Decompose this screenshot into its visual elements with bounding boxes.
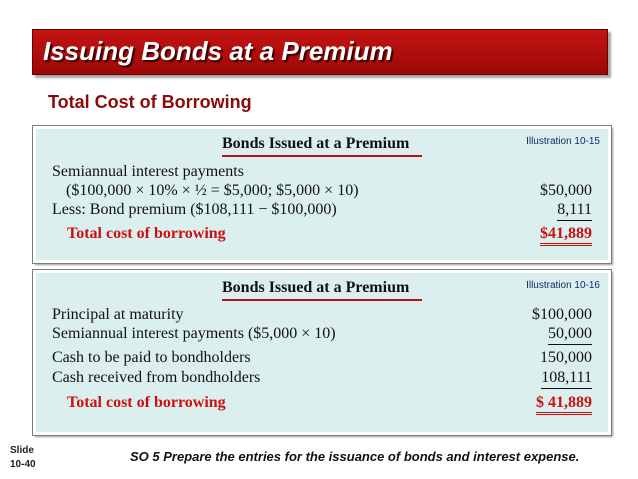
row-amount: 50,000 xyxy=(548,325,592,345)
total-label: Total cost of borrowing xyxy=(67,394,226,411)
heading-rule xyxy=(222,155,422,157)
illustration-1-heading: Bonds Issued at a Premium xyxy=(222,135,410,152)
total-label: Total cost of borrowing xyxy=(67,225,226,242)
table-row xyxy=(52,349,592,369)
heading-rule xyxy=(222,299,422,301)
illustration-2-label: Illustration 10-16 xyxy=(526,280,600,291)
table-row xyxy=(52,325,592,345)
slide-title-bar xyxy=(32,29,608,75)
row-amount: $50,000 xyxy=(540,182,592,199)
row-amount: 8,111 xyxy=(557,201,592,221)
row-amount: $100,000 xyxy=(532,306,592,323)
slide-footer: SO 5 Prepare the entries for the issuance of bonds and interest expense. xyxy=(130,449,580,464)
illustration-10-15-panel xyxy=(33,126,611,263)
table-row xyxy=(52,182,592,202)
table-row xyxy=(52,201,592,221)
row-label: Semiannual interest payments ($5,000 × 10) xyxy=(52,325,336,342)
row-label: Semiannual interest payments xyxy=(52,163,244,180)
row-amount: 150,000 xyxy=(540,349,592,366)
total-amount: $ 41,889 xyxy=(536,394,592,415)
table-row xyxy=(52,369,592,389)
row-label: Less: Bond premium ($108,111 − $100,000) xyxy=(52,201,337,218)
row-amount: 108,111 xyxy=(541,369,592,389)
illustration-1-label: Illustration 10-15 xyxy=(526,136,600,147)
table-row xyxy=(52,163,592,183)
total-row xyxy=(52,394,592,414)
row-label: Cash to be paid to bondholders xyxy=(52,349,251,366)
total-row xyxy=(52,225,592,245)
slide-number xyxy=(10,444,36,472)
illustration-10-16-panel xyxy=(33,270,611,435)
table-row xyxy=(52,306,592,326)
slide-number-value: 10-40 xyxy=(10,459,36,470)
illustration-2-heading: Bonds Issued at a Premium xyxy=(222,279,410,296)
slide-label: Slide xyxy=(10,445,34,456)
row-label: ($100,000 × 10% × ½ = $5,000; $5,000 × 10) xyxy=(66,182,359,199)
total-amount: $41,889 xyxy=(540,225,592,246)
row-label: Cash received from bondholders xyxy=(52,369,261,386)
slide-subtitle: Total Cost of Borrowing xyxy=(48,92,252,112)
slide-title: Issuing Bonds at a Premium xyxy=(43,36,393,66)
row-label: Principal at maturity xyxy=(52,306,184,323)
